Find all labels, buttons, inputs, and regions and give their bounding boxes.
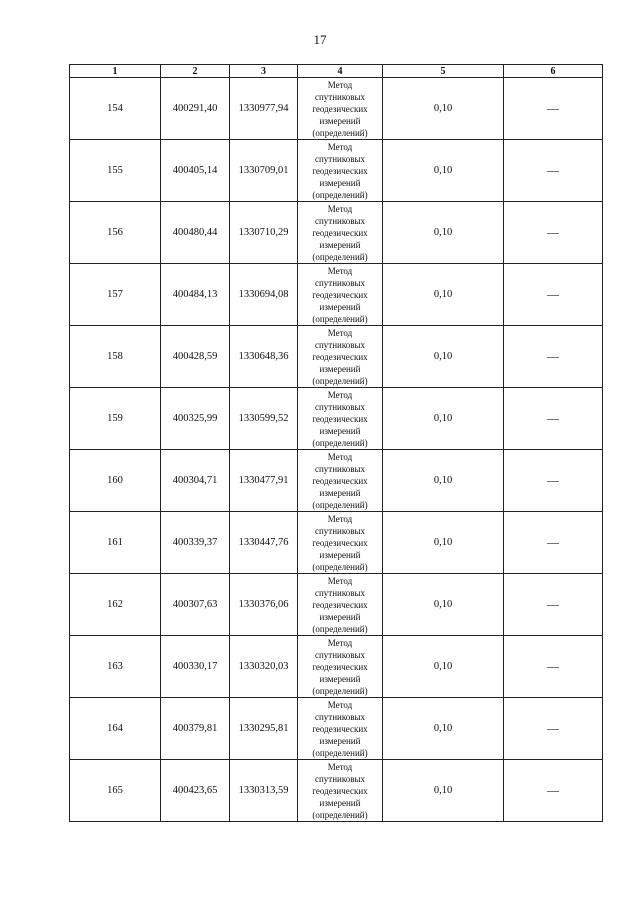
method-line: измерений [319,177,361,188]
method-cell [298,388,383,450]
method-line: Метод [327,203,353,214]
method-line: (определений) [312,809,368,820]
method-line: спутниковых [314,773,366,784]
note-cell: — [504,202,603,264]
note-cell: — [504,760,603,822]
method-line: Метод [327,79,353,90]
point-number-cell: 163 [70,636,161,698]
method-line: измерений [319,611,361,622]
accuracy-cell: 0,10 [383,326,504,388]
method-line: спутниковых [314,153,366,164]
method-line: измерений [319,301,361,312]
method-line: геодезических [312,227,368,238]
table-row [70,636,603,698]
note-cell: — [504,326,603,388]
column-header: 5 [383,65,504,78]
y-coordinate-cell: 1330977,94 [230,78,298,140]
method-cell [298,698,383,760]
method-cell [298,636,383,698]
method-line: геодезических [312,475,368,486]
y-coordinate-cell: 1330709,01 [230,140,298,202]
method-cell [298,450,383,512]
note-cell: — [504,450,603,512]
method-cell [298,202,383,264]
method-line: спутниковых [314,587,366,598]
method-line: Метод [327,141,353,152]
method-cell [298,78,383,140]
point-number-cell: 162 [70,574,161,636]
method-line: спутниковых [314,91,366,102]
table-row [70,574,603,636]
page-number: 17 [313,32,327,47]
method-line: измерений [319,735,361,746]
x-coordinate-cell: 400307,63 [161,574,230,636]
method-line: спутниковых [314,711,366,722]
x-coordinate-cell: 400339,37 [161,512,230,574]
method-line: Метод [327,513,353,524]
method-line: измерений [319,115,361,126]
y-coordinate-cell: 1330599,52 [230,388,298,450]
point-number-cell: 155 [70,140,161,202]
table-header-row [70,65,603,78]
method-cell [298,326,383,388]
y-coordinate-cell: 1330295,81 [230,698,298,760]
method-cell [298,512,383,574]
method-line: Метод [327,389,353,400]
method-line: (определений) [312,313,368,324]
y-coordinate-cell: 1330313,59 [230,760,298,822]
method-line: Метод [327,699,353,710]
method-line: спутниковых [314,649,366,660]
method-line: геодезических [312,165,368,176]
table-row [70,140,603,202]
table-row [70,326,603,388]
point-number-cell: 165 [70,760,161,822]
note-cell: — [504,512,603,574]
method-line: спутниковых [314,401,366,412]
method-line: спутниковых [314,463,366,474]
method-line: измерений [319,425,361,436]
method-line: измерений [319,239,361,250]
x-coordinate-cell: 400480,44 [161,202,230,264]
method-line: геодезических [312,413,368,424]
method-line: спутниковых [314,339,366,350]
x-coordinate-cell: 400291,40 [161,78,230,140]
point-number-cell: 164 [70,698,161,760]
method-line: измерений [319,363,361,374]
method-line: геодезических [312,723,368,734]
table-row [70,760,603,822]
accuracy-cell: 0,10 [383,388,504,450]
column-header: 6 [504,65,603,78]
note-cell: — [504,78,603,140]
method-line: (определений) [312,623,368,634]
method-line: (определений) [312,747,368,758]
table-row [70,388,603,450]
y-coordinate-cell: 1330694,08 [230,264,298,326]
y-coordinate-cell: 1330447,76 [230,512,298,574]
method-cell [298,264,383,326]
method-line: (определений) [312,685,368,696]
point-number-cell: 160 [70,450,161,512]
column-header: 3 [230,65,298,78]
y-coordinate-cell: 1330710,29 [230,202,298,264]
accuracy-cell: 0,10 [383,78,504,140]
accuracy-cell: 0,10 [383,698,504,760]
method-line: измерений [319,549,361,560]
table-row [70,264,603,326]
method-line: геодезических [312,785,368,796]
accuracy-cell: 0,10 [383,636,504,698]
table-row [70,450,603,512]
y-coordinate-cell: 1330648,36 [230,326,298,388]
x-coordinate-cell: 400484,13 [161,264,230,326]
column-header: 2 [161,65,230,78]
column-header: 4 [298,65,383,78]
method-cell [298,760,383,822]
method-line: (определений) [312,127,368,138]
method-line: (определений) [312,499,368,510]
method-line: Метод [327,761,353,772]
x-coordinate-cell: 400405,14 [161,140,230,202]
y-coordinate-cell: 1330477,91 [230,450,298,512]
x-coordinate-cell: 400330,17 [161,636,230,698]
method-line: (определений) [312,561,368,572]
method-line: спутниковых [314,525,366,536]
table-row [70,698,603,760]
accuracy-cell: 0,10 [383,202,504,264]
method-line: Метод [327,575,353,586]
coordinates-table [69,64,603,822]
method-line: (определений) [312,251,368,262]
method-cell [298,140,383,202]
table-row [70,78,603,140]
method-line: спутниковых [314,215,366,226]
method-line: геодезических [312,103,368,114]
method-line: Метод [327,637,353,648]
method-line: Метод [327,327,353,338]
accuracy-cell: 0,10 [383,574,504,636]
point-number-cell: 161 [70,512,161,574]
method-cell [298,574,383,636]
method-line: измерений [319,673,361,684]
point-number-cell: 158 [70,326,161,388]
method-line: геодезических [312,289,368,300]
method-line: (определений) [312,375,368,386]
accuracy-cell: 0,10 [383,512,504,574]
x-coordinate-cell: 400428,59 [161,326,230,388]
accuracy-cell: 0,10 [383,140,504,202]
method-line: геодезических [312,351,368,362]
point-number-cell: 154 [70,78,161,140]
x-coordinate-cell: 400325,99 [161,388,230,450]
accuracy-cell: 0,10 [383,450,504,512]
method-line: Метод [327,451,353,462]
accuracy-cell: 0,10 [383,760,504,822]
method-line: геодезических [312,661,368,672]
y-coordinate-cell: 1330320,03 [230,636,298,698]
x-coordinate-cell: 400304,71 [161,450,230,512]
point-number-cell: 157 [70,264,161,326]
x-coordinate-cell: 400423,65 [161,760,230,822]
accuracy-cell: 0,10 [383,264,504,326]
x-coordinate-cell: 400379,81 [161,698,230,760]
method-line: геодезических [312,537,368,548]
y-coordinate-cell: 1330376,06 [230,574,298,636]
method-line: геодезических [312,599,368,610]
method-line: (определений) [312,189,368,200]
note-cell: — [504,388,603,450]
note-cell: — [504,574,603,636]
table-row [70,202,603,264]
table-body [70,78,603,822]
point-number-cell: 159 [70,388,161,450]
method-line: спутниковых [314,277,366,288]
note-cell: — [504,698,603,760]
method-line: измерений [319,797,361,808]
column-header: 1 [70,65,161,78]
note-cell: — [504,636,603,698]
note-cell: — [504,264,603,326]
method-line: измерений [319,487,361,498]
point-number-cell: 156 [70,202,161,264]
method-line: Метод [327,265,353,276]
method-line: (определений) [312,437,368,448]
note-cell: — [504,140,603,202]
table-row [70,512,603,574]
